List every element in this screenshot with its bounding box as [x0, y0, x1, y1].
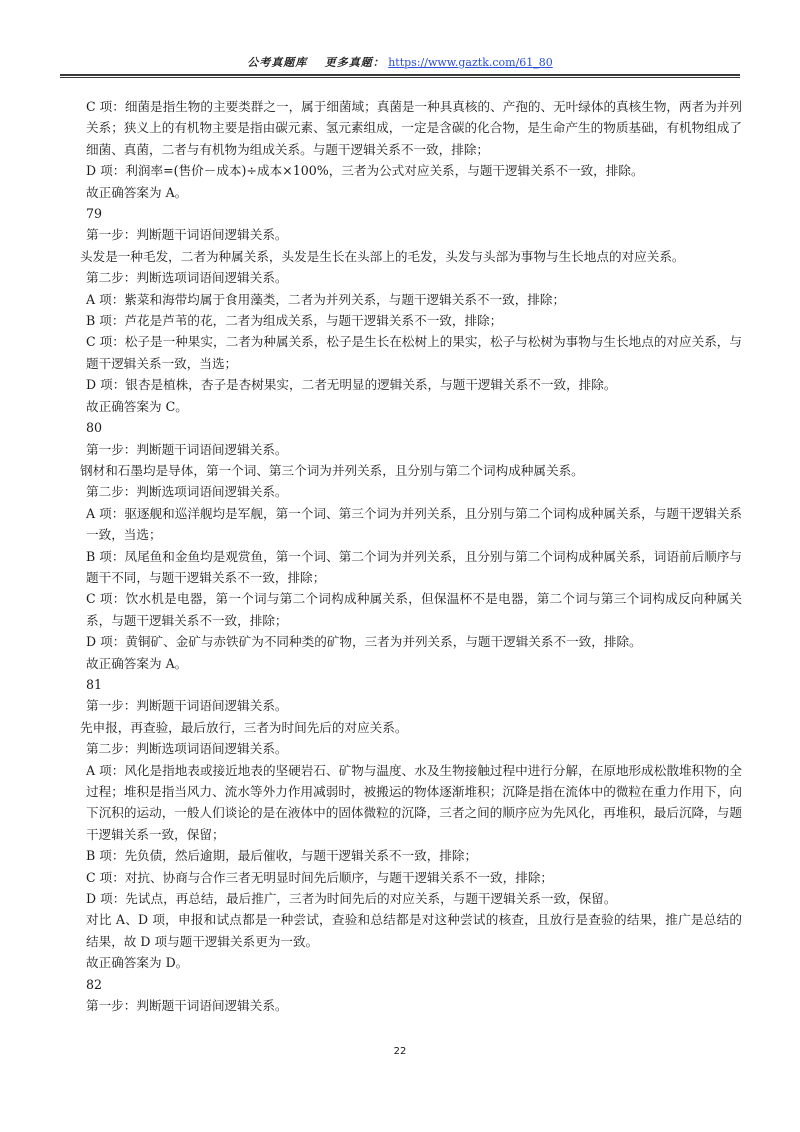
- paragraph: 先申报，再查验，最后放行，三者为时间先后的对应关系。: [80, 719, 408, 735]
- document-body: [80, 96, 742, 1016]
- question-number: 79: [86, 206, 103, 222]
- paragraph: D 项：黄铜矿、金矿与赤铁矿为不同种类的矿物，三者为并列关系，与题干逻辑关系不一致，排除。: [86, 634, 642, 650]
- paragraph: 故正确答案为 D。: [86, 955, 189, 971]
- paragraph: C 项：饮水机是电器，第一个词与第二个词构成种属关系，但保温杯不是电器，第二个词与第三个词构成反向种属关系，与题干逻辑关系不一致，排除；: [86, 591, 742, 628]
- paragraph: 第一步：判断题干词语间逻辑关系。: [86, 441, 288, 457]
- paragraph: C 项：对抗、协商与合作三者无明显时间先后顺序，与题干逻辑关系不一致，排除；: [86, 869, 554, 885]
- header-divider: [60, 74, 740, 78]
- paragraph: B 项：芦花是芦苇的花，二者为组成关系，与题干逻辑关系不一致，排除；: [86, 313, 503, 329]
- paragraph: 第一步：判断题干词语间逻辑关系。: [86, 998, 288, 1014]
- paragraph: C 项：松子是一种果实，二者为种属关系，松子是生长在松树上的果实，松子与松树为事物与生长地点的对应关系，与题干逻辑关系一致，当选；: [86, 334, 742, 371]
- paragraph: A 项：驱逐舰和巡洋舰均是军舰，第一个词、第三个词为并列关系，且分别与第二个词构成种属关系，与题干逻辑关系一致，当选；: [86, 505, 742, 543]
- paragraph: D 项：先试点，再总结，最后推广，三者为时间先后的对应关系，与题干逻辑关系一致，保留。: [86, 891, 617, 907]
- header-more-label: 更多真题：: [324, 56, 385, 69]
- paragraph: A 项：风化是指地表或接近地表的坚硬岩石、矿物与温度、水及生物接触过程中进行分解，在原地形成松散堆积物的全过程；堆积是指当风力、流水等外力作用减弱时，被搬运的物体逐渐堆积；沉降是指在流体中的微粒在重力作用下，向下沉积的运动，一般人们谈论的是在液体中的固体微粒的沉降，三者之间的顺序应为先风化，再堆积，最后沉降，与题干逻辑关系一致，保留；: [86, 762, 742, 842]
- paragraph: A 项：紫菜和海带均属于食用藻类，二者为并列关系，与题干逻辑关系不一致，排除；: [86, 291, 566, 307]
- paragraph: D 项：利润率=(售价－成本)÷成本×100%，三者为公式对应关系，与题干逻辑关系不一致，排除。: [86, 163, 644, 179]
- page-header: [0, 56, 800, 70]
- paragraph: B 项：凤尾鱼和金鱼均是观赏鱼，第一个词、第二个词为并列关系，且分别与第二个词构成种属关系，词语前后顺序与题干不同，与题干逻辑关系不一致，排除；: [86, 548, 742, 585]
- paragraph: D 项：银杏是植株，杏子是杏树果实，二者无明显的逻辑关系，与题干逻辑关系不一致，排除。: [86, 377, 617, 393]
- question-number: 82: [86, 976, 103, 992]
- paragraph: 第二步：判断选项词语间逻辑关系。: [86, 270, 288, 286]
- paragraph: 第一步：判断题干词语间逻辑关系。: [86, 227, 288, 243]
- paragraph: B 项：先负债，然后逾期，最后催收，与题干逻辑关系不一致，排除；: [86, 848, 478, 864]
- paragraph: 故正确答案为 C。: [86, 398, 188, 414]
- paragraph: 头发是一种毛发，二者为种属关系，头发是生长在头部上的毛发，头发与头部为事物与生长地点的对应关系。: [80, 248, 685, 264]
- paragraph: C 项：细菌是指生物的主要类群之一，属于细菌域；真菌是一种具真核的、产孢的、无叶绿体的真核生物，两者为并列关系；狭义上的有机物主要是指由碳元素、氢元素组成，一定是含碳的化合物，是生命产生的物质基础，有机物组成了细菌、真菌，二者与有机物为组成关系。与题干逻辑关系不一致，排除；: [86, 99, 742, 157]
- paragraph: 第二步：判断选项词语间逻辑关系。: [86, 484, 288, 500]
- header-brand: 公考真题库: [247, 56, 308, 69]
- paragraph: 对比 A、D 项，申报和试点都是一种尝试，查验和总结都是对这种尝试的核查，且放行是查验的结果，推广是总结的结果，故 D 项与题干逻辑关系更为一致。: [86, 912, 742, 949]
- page-number: 22: [393, 1046, 407, 1057]
- paragraph: 第一步：判断题干词语间逻辑关系。: [86, 698, 288, 714]
- header-url-link[interactable]: https://www.gaztk.com/61_80: [388, 56, 553, 69]
- paragraph: 钢材和石墨均是导体，第一个词、第三个词为并列关系，且分别与第二个词构成种属关系。: [80, 462, 584, 478]
- question-number: 81: [86, 676, 103, 692]
- paragraph: 第二步：判断选项词语间逻辑关系。: [86, 741, 288, 757]
- paragraph: 故正确答案为 A。: [86, 184, 188, 200]
- paragraph: 故正确答案为 A。: [86, 655, 188, 671]
- question-number: 80: [86, 420, 103, 436]
